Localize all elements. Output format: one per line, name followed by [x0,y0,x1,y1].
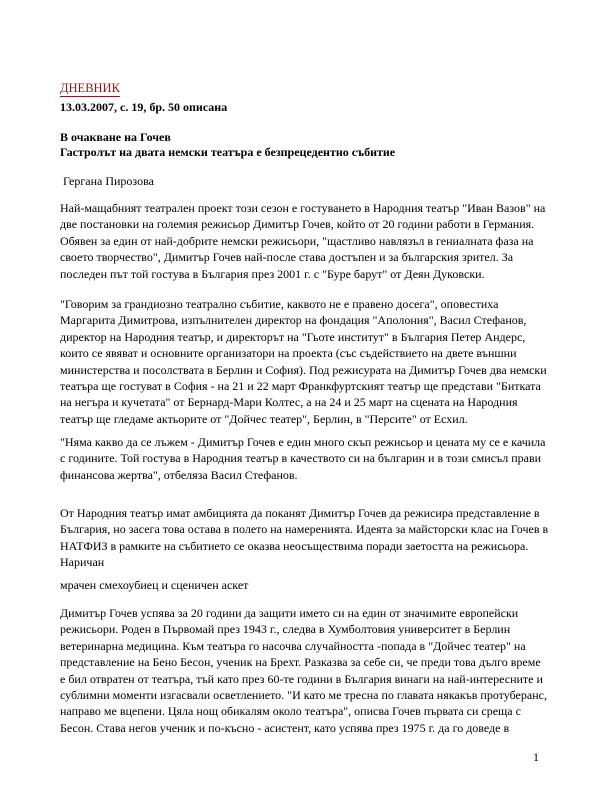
paragraph-line: Маргарита Димитрова, изпълнителен директор на фондация "Аполония", Васил Стефанов, [60,313,527,328]
paragraph-line: Бесон. Става негов ученик и по-късно - асистент, като успява през 1975 г. да го доведе в [60,720,510,735]
paragraph-3 [60,434,546,483]
page-number: 1 [533,750,539,764]
paragraph-line: министерства и посолствата в Берлин и София). Под режисурата на Димитър Гочев два немски [60,362,547,377]
paragraph-line: "Няма какво да се лъжем - Димитър Гочев е един много скъп режисьор и цената му се е качила [60,435,546,449]
paragraph-line: НАТФИЗ в рамките на събитието се оказва неосъществима поради заетостта на режисьора. [60,538,529,553]
paragraph-line: От Народния театър имат амбицията да поканят Димитър Гочев да режисира представление в [60,506,540,520]
paragraph-line: направо ме вцепени. Цяла нощ обикалям около театъра", описва Гочев първата си среща с [60,704,521,719]
subheading [60,577,542,593]
headline-subtitle: Гастролът на двата немски театъра е безпрецедентно събитие [60,144,396,159]
paragraph-line: финансова жертва", отбеляза Васил Стефанов. [60,467,298,482]
source-masthead: ДНЕВНИК [60,81,120,95]
paragraph-line: с годините. Той гостува в Народния театър в качеството си на българин и в този смисъл прави [60,451,542,466]
paragraph-line: представление на Бено Бесон, ученик на Брехт. Разказва за себе си, че преди това дълго време [60,655,541,670]
paragraph-line: две постановки на големия режисьор Димитър Гочев, който от 20 години работи в Германия. [60,217,535,232]
paragraph-line: "Говорим за грандиозно театрално събитие, каквото не е правено досега", оповестиха [60,297,499,311]
paragraph-line: България, но засега това остава в полето на намеренията. Идеята за майсторски клас на Гочев в [60,522,549,537]
paragraph-line: театър ще гледаме актьорите от "Дойчес театер", Берлин, в "Персите" от Есхил. [60,411,468,426]
paragraph-line: сублимни моменти изгасвали осветлението. "И като ме тресна по главата някакъв протуберанс, [60,688,547,703]
paragraph-6 [60,605,547,736]
headline-title: В очакване на Гочев [60,130,171,144]
headline [60,130,395,159]
paragraph-line: режисьори. Роден в Първомай през 1943 г., следва в Хумболтовия университет в Берлин [60,622,511,637]
paragraph-line: Обявен за един от най-добрите немски режисьори, "щастливо навлязъл в гениалната фаза на [60,233,534,248]
paragraph-4 [60,505,549,571]
paragraph-2 [60,296,547,427]
paragraph-line: Наричан [60,555,105,570]
dateline: 13.03.2007, с. 19, бр. 50 описана [60,100,228,114]
paragraph-1 [60,200,546,282]
paragraph-line: театъра ще гостуват в София - на 21 и 22 март Франкфуртският театър ще представи "Битката [60,379,541,394]
paragraph-line: е бил отвратен от театъра, тъй като през 60-те години в България винаги на най-интересните и [60,671,543,686]
paragraph-line: Димитър Гочев успява за 20 години да защити името си на един от значимите европейски [60,606,519,620]
paragraph-line: на негъра и кучетата" от Бернард-Мари Колтес, а на 24 и 25 март на сцената на Народния [60,395,518,410]
author-byline: Гергана Пирозова [60,174,154,188]
paragraph-line: директор на Народния театър, и директорът на "Гьоте институт" в България Петер Андерс, [60,329,526,344]
paragraph-line: своето творчество", Димитър Гочев най-после става достъпен и за българския зрител. За [60,250,514,265]
paragraph-line: Най-мащабният театрален проект този сезон е гостуването в Народния театър "Иван Вазов" на [60,201,546,215]
subheading-text: мрачен смехоубиец и сценичен аскет [60,578,249,592]
paragraph-line: ветеринарна медицина. Към театъра го насочва случайността -попада в "Дойчес театер" на [60,638,526,653]
paragraph-line: които се явяват и основните организатори на проекта (със съдействието на двете външни [60,346,517,361]
paragraph-line: последен път той гостува в България през 2001 г. с "Буре барут" от Деян Дуковски. [60,266,485,281]
